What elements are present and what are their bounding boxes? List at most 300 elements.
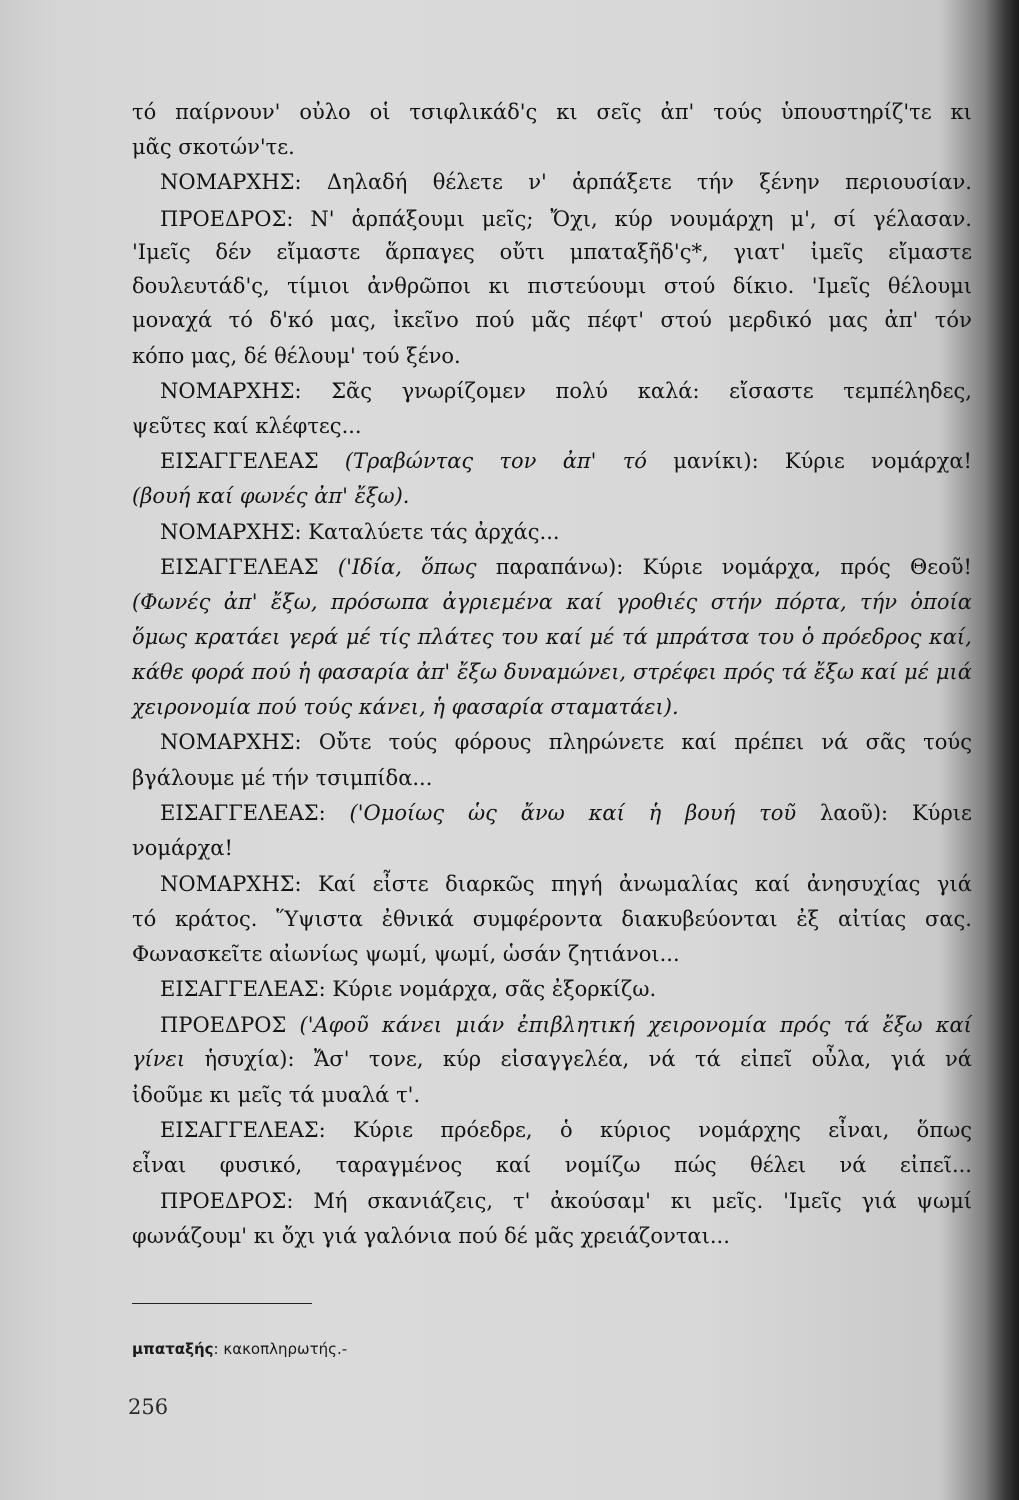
word: καί: [566, 590, 603, 614]
word: μ',: [790, 207, 817, 231]
word: δουλευτάδ'ς,: [132, 274, 270, 298]
word: τό: [228, 308, 253, 332]
word: καί: [754, 872, 791, 896]
word: πρόσωπα: [330, 590, 430, 614]
word: γροθιές: [615, 590, 698, 614]
word: ἔξω: [814, 660, 854, 684]
word: κύριος: [600, 1118, 671, 1142]
text-line: [132, 1085, 420, 1106]
word: δ'κό: [269, 308, 314, 332]
word: ἐξορκίζω.: [551, 977, 657, 1001]
word: τονε,: [368, 1047, 424, 1071]
word: ἀνθρῶποι: [367, 274, 472, 298]
word: ἀνησυχίας: [806, 872, 921, 896]
word: ἀπ': [223, 590, 258, 614]
word: ἁρπάξουμι: [351, 207, 465, 231]
word: του: [501, 625, 539, 649]
word: ξένο.: [406, 344, 461, 368]
word: τό: [132, 100, 157, 124]
word: ἔξω).: [354, 484, 410, 508]
word: εἰπεῖ: [740, 1047, 793, 1071]
text-line: [160, 1015, 972, 1036]
word: Ἄσ': [313, 1047, 350, 1071]
word: τούς: [923, 730, 972, 754]
word: τά: [694, 1047, 721, 1071]
word: Φωνασκεῖτε: [132, 942, 263, 966]
word: τά: [288, 1083, 315, 1107]
word: μεῖς: [237, 1083, 283, 1107]
word: δίκιο.: [732, 274, 795, 298]
word: εἶναι,: [828, 1118, 890, 1142]
word: Σᾶς: [331, 379, 372, 403]
word: ('Ομοίως: [349, 801, 445, 825]
word: (βουή: [132, 484, 191, 508]
word: ὅπως: [421, 555, 477, 579]
word: ψωμί,: [434, 942, 497, 966]
word: ΕΙΣΑΓΓΕΛΕΑΣ:: [160, 977, 326, 1001]
word: φωνές: [239, 484, 308, 508]
word: ὁ: [801, 625, 815, 649]
word: εἶστε: [372, 872, 429, 896]
text-line: [160, 732, 972, 753]
word: δέν: [215, 240, 252, 264]
word: νά: [945, 1047, 972, 1071]
word: μέ: [589, 625, 615, 649]
word: πού: [475, 308, 515, 332]
word: θέλουμ': [274, 344, 356, 368]
word: πρός: [779, 1013, 831, 1037]
word: νομάρχα!: [871, 449, 972, 473]
word: βγάλουμε: [132, 766, 235, 790]
text-line: [160, 979, 656, 1000]
word: πολύ: [555, 379, 609, 403]
word: τό: [132, 907, 157, 931]
text-line: [160, 1120, 972, 1141]
word: πρόεδρε,: [440, 1118, 533, 1142]
footnote-separator: [132, 1303, 312, 1304]
word: ἅρπαγες: [385, 240, 475, 264]
word: μυαλά: [321, 1083, 390, 1107]
word: εἴσαστε: [729, 379, 814, 403]
word: ψεῦτες: [132, 414, 207, 438]
text-line: [132, 627, 972, 648]
word: τσιμπίδα...: [315, 766, 433, 790]
word: λαοῦ):: [819, 801, 889, 825]
word: μας,: [330, 308, 377, 332]
text-line: [132, 1226, 730, 1247]
word: καί: [860, 660, 898, 684]
text-line: [132, 276, 972, 297]
word: τήν: [696, 170, 734, 194]
text-line: [160, 172, 972, 193]
word: ἄνω: [520, 801, 565, 825]
word: σᾶς: [504, 977, 546, 1001]
word: ἡσυχία):: [204, 1047, 295, 1071]
word: (Φωνές: [132, 590, 211, 614]
word: εἶναι: [132, 1153, 187, 1177]
word: φυσικό,: [219, 1153, 303, 1177]
word: ὑπουστηρίζ'τε: [780, 100, 932, 124]
word: ὅπως: [916, 1118, 972, 1142]
word: σᾶς: [865, 730, 906, 754]
word: τούς: [713, 100, 762, 124]
word: πού: [458, 1224, 498, 1248]
word: νά: [648, 1047, 676, 1071]
word: μᾶς: [132, 135, 172, 159]
word: τά: [781, 660, 808, 684]
word: μέ: [240, 766, 266, 790]
word: ἀρχάς...: [474, 520, 560, 544]
word: κύρ: [614, 207, 653, 231]
word: φωνάζουμ': [132, 1224, 247, 1248]
word: νομάρχης: [698, 1118, 801, 1142]
word: 'Ιμεῖς: [783, 1189, 842, 1213]
word: διακυβεύονται: [621, 907, 778, 931]
word: κρατάει: [194, 625, 281, 649]
word: μπράτσα: [655, 625, 750, 649]
word: νομάρχα,: [721, 555, 821, 579]
word: Μή: [313, 1189, 348, 1213]
word: στού: [663, 274, 716, 298]
text-line: [160, 381, 972, 402]
word: παίρνουν': [175, 100, 281, 124]
word: ΠΡΟΕΔΡΟΣ:: [160, 207, 294, 231]
text-line: [132, 944, 680, 965]
text-line: [160, 522, 560, 543]
word: ζητιάνοι...: [567, 942, 680, 966]
word: τεμπέληδες,: [843, 379, 972, 403]
word: πρός: [840, 555, 891, 579]
word: αἰτίας: [838, 907, 907, 931]
word: γίνει: [132, 1047, 186, 1071]
word: Καταλύετε: [308, 520, 424, 544]
word: μιά: [935, 660, 972, 684]
word: Δηλαδή: [326, 170, 408, 194]
text-line: [160, 451, 972, 472]
word: τίς: [378, 625, 411, 649]
word: Καί: [318, 872, 357, 896]
word: σκανιάζεις,: [367, 1189, 494, 1213]
word: Κύριε: [353, 1118, 413, 1142]
word: ἀπ': [884, 308, 919, 332]
word: ἡ: [648, 801, 662, 825]
word: ΝΟΜΑΡΧΗΣ:: [160, 379, 302, 403]
word: τούς: [303, 695, 353, 719]
word: οὐλο: [299, 100, 351, 124]
word: ἔξω,: [270, 590, 318, 614]
word: πού: [257, 695, 297, 719]
word: ἰδοῦμε: [132, 1083, 203, 1107]
word: οὖλα,: [811, 1047, 872, 1071]
word: ἐξ: [796, 907, 820, 931]
word: ἰκεῖνο: [392, 308, 459, 332]
word: πώς: [673, 1153, 717, 1177]
word: Οὔτε: [318, 730, 372, 754]
text-line: [132, 592, 972, 613]
word: γέλασαν.: [873, 207, 972, 231]
word: καί: [681, 730, 717, 754]
word: ἐπιβλητική: [517, 1013, 635, 1037]
word: κάνει: [381, 1013, 443, 1037]
word: μέ: [904, 660, 929, 684]
word: ΠΡΟΕΔΡΟΣ: [160, 1013, 287, 1037]
word: κάνει,: [358, 695, 426, 719]
word: πηγή: [551, 872, 603, 896]
word: πού: [251, 660, 291, 684]
word: ὡς: [467, 801, 497, 825]
word: μᾶς: [534, 1224, 574, 1248]
word: γνωρίζομεν: [401, 379, 526, 403]
word: τάς: [430, 520, 468, 544]
word: καί: [545, 625, 582, 649]
word: Κύριε: [784, 449, 845, 473]
word: ΝΟΜΑΡΧΗΣ:: [160, 170, 302, 194]
word: ἔξω: [882, 1013, 923, 1037]
word: φόρους: [454, 730, 532, 754]
text-line: [132, 242, 972, 263]
text-line: [160, 803, 972, 824]
word: μεῖς;: [481, 207, 534, 231]
text-line: [160, 874, 972, 895]
word: καί,: [928, 625, 972, 649]
word: κι: [556, 100, 578, 124]
word: δέ: [243, 344, 268, 368]
word: ΕΙΣΑΓΓΕΛΕΑΣ: [160, 555, 319, 579]
word: παραπάνω):: [495, 555, 624, 579]
word: του: [757, 625, 795, 649]
word: τ': [512, 1189, 531, 1213]
word: ('Ιδία,: [337, 555, 402, 579]
word: θέλει: [750, 1153, 807, 1177]
word: οὔτι: [499, 240, 545, 264]
word: ὡσάν: [502, 942, 562, 966]
word: μπαταξῆδ'ς*,: [569, 240, 709, 264]
word: τά: [622, 625, 648, 649]
word: μεῖς.: [712, 1189, 764, 1213]
word: Ὄχι,: [550, 207, 598, 231]
word: τό: [622, 449, 647, 473]
footnote-definition: κακοπληρωτής.-: [223, 1340, 348, 1358]
word: ΕΙΣΑΓΓΕΛΕΑΣ: [160, 449, 319, 473]
word: κύρ: [442, 1047, 482, 1071]
word: ἡ: [432, 695, 445, 719]
word: πιστεύουμι: [527, 274, 647, 298]
word: συμφέροντα: [472, 907, 603, 931]
footnote: [132, 1340, 347, 1358]
word: χειρονομία: [132, 695, 251, 719]
word: σκοτών'τε.: [178, 135, 295, 159]
word: μανίκι):: [673, 449, 759, 473]
word: ἀπ': [660, 100, 695, 124]
text-line: [132, 137, 295, 158]
word: ('Αφοῦ: [299, 1013, 369, 1037]
word: καί: [588, 801, 625, 825]
word: πόρτα,: [775, 590, 847, 614]
footnote-term: μπαταξής: [132, 1340, 214, 1358]
word: δέ: [504, 1224, 528, 1248]
word: ἐθνικά: [381, 907, 454, 931]
word: γερά: [287, 625, 339, 649]
word: καί: [213, 414, 249, 438]
word: τοῦ: [759, 801, 797, 825]
text-line: [132, 486, 409, 507]
word: εἰπεῖ...: [899, 1153, 972, 1177]
word: στήν: [710, 590, 763, 614]
word: πληρώνετε: [548, 730, 665, 754]
word: θέλετε: [432, 170, 503, 194]
word: πέφτ': [587, 308, 644, 332]
word: φορά: [190, 660, 245, 684]
word: τσιφλικάδ'ς: [409, 100, 538, 124]
word: σταματάει).: [550, 695, 679, 719]
word: (Τραβώντας: [344, 449, 474, 473]
word: μερδικό: [728, 308, 812, 332]
page-number: 256: [128, 1395, 169, 1419]
word: ἀνωμαλίας: [619, 872, 739, 896]
word: θέλουμι: [887, 274, 972, 298]
word: εἰσαγγελέα,: [500, 1047, 630, 1071]
text-line: [160, 209, 972, 230]
word: καί: [495, 1153, 532, 1177]
word: νομάρχα!: [132, 836, 233, 860]
word: τήν: [272, 766, 309, 790]
text-line: [132, 909, 972, 930]
word: νομίζω: [564, 1153, 641, 1177]
word: ἡ: [297, 660, 311, 684]
word: ΕΙΣΑΓΓΕΛΕΑΣ:: [160, 801, 326, 825]
word: τήν: [860, 590, 897, 614]
word: βουή: [685, 801, 736, 825]
word: νομάρχα,: [399, 977, 499, 1001]
word: κι: [253, 1224, 276, 1248]
word: ΠΡΟΕΔΡΟΣ:: [160, 1189, 294, 1213]
word: φασαρία: [451, 695, 544, 719]
word: Κύριε: [642, 555, 703, 579]
word: ἁρπάξετε: [572, 170, 672, 194]
word: ψωμί,: [365, 942, 428, 966]
word: Κύριε: [332, 977, 393, 1001]
word: οἱ: [369, 100, 391, 124]
word: ἔξω: [457, 660, 498, 684]
word: ἰμεῖς: [810, 240, 864, 264]
word: πλάτες: [417, 625, 494, 649]
text-line: [132, 1155, 972, 1176]
word: μας: [828, 308, 869, 332]
text-line: [132, 768, 432, 789]
word: στού: [660, 308, 712, 332]
word: διαρκῶς: [445, 872, 535, 896]
word: νουμάρχη: [669, 207, 774, 231]
word: ψωμί: [916, 1189, 972, 1213]
word: καλά:: [637, 379, 700, 403]
word: εἴμαστε: [276, 240, 361, 264]
word: ἀπ': [314, 484, 348, 508]
text-line: [132, 1049, 972, 1070]
word: σί: [833, 207, 857, 231]
text-line: [132, 838, 233, 859]
word: Θεοῦ!: [910, 555, 972, 579]
text-line: [160, 1191, 972, 1212]
text-line: [132, 416, 362, 437]
word: ἀγριεμένα: [442, 590, 553, 614]
word: κι: [670, 1189, 693, 1213]
word: τού: [362, 344, 400, 368]
text-line: [160, 557, 972, 578]
text-line: [132, 310, 972, 331]
word: ΝΟΜΑΡΧΗΣ:: [160, 872, 302, 896]
word: ξένην: [759, 170, 820, 194]
word: Κύριε: [911, 801, 972, 825]
word: πρόεδρος: [821, 625, 922, 649]
word: τούς: [388, 730, 438, 754]
word: κράτος.: [175, 907, 258, 931]
word: σας.: [925, 907, 972, 931]
footnote-colon: :: [213, 1340, 224, 1358]
word: δυναμώνει,: [504, 660, 627, 684]
word: ἀκούσαμ': [550, 1189, 651, 1213]
word: 'Ιμεῖς: [811, 274, 871, 298]
word: ἀπ': [562, 449, 597, 473]
word: γιά: [861, 1189, 897, 1213]
word: νά: [821, 730, 849, 754]
text-line: [132, 346, 461, 367]
word: Ὕψιστα: [276, 907, 363, 931]
word: τον: [499, 449, 537, 473]
word: πρέπει: [734, 730, 805, 754]
word: γιατ': [733, 240, 786, 264]
word: ΝΟΜΑΡΧΗΣ:: [160, 520, 302, 544]
word: καί: [935, 1013, 972, 1037]
word: κι: [488, 274, 510, 298]
word: γιά: [936, 872, 972, 896]
text-line: [132, 102, 972, 123]
word: σεῖς: [596, 100, 642, 124]
word: νά: [839, 1153, 867, 1177]
word: μέ: [345, 625, 371, 649]
word: μας,: [190, 344, 238, 368]
word: γαλόνια: [363, 1224, 452, 1248]
word: μιάν: [455, 1013, 505, 1037]
word: καί: [197, 484, 234, 508]
text-line: [132, 662, 972, 683]
word: 'Ιμεῖς: [132, 240, 191, 264]
word: πρός: [723, 660, 775, 684]
word: ΝΟΜΑΡΧΗΣ:: [160, 730, 302, 754]
word: μοναχά: [132, 308, 213, 332]
word: ΕΙΣΑΓΓΕΛΕΑΣ:: [160, 1118, 326, 1142]
word: κάθε: [132, 660, 184, 684]
word: γιά: [890, 1047, 926, 1071]
word: κόπο: [132, 344, 185, 368]
word: αἰωνίως: [269, 942, 359, 966]
word: εἴμαστε: [888, 240, 972, 264]
word: τόν: [934, 308, 972, 332]
word: ταραγμένος: [335, 1153, 463, 1177]
word: μᾶς: [531, 308, 571, 332]
word: ἀπ': [416, 660, 451, 684]
word: γιά: [322, 1224, 357, 1248]
word: τ'.: [396, 1083, 421, 1107]
text-line: [132, 697, 679, 718]
word: ὁ: [559, 1118, 573, 1142]
word: χρειάζονται...: [580, 1224, 730, 1248]
word: κι: [950, 100, 972, 124]
word: κλέφτες...: [255, 414, 362, 438]
word: ὄχι: [281, 1224, 316, 1248]
word: ὅμως: [132, 625, 188, 649]
word: ὁποία: [910, 590, 972, 614]
word: στρέφει: [633, 660, 717, 684]
